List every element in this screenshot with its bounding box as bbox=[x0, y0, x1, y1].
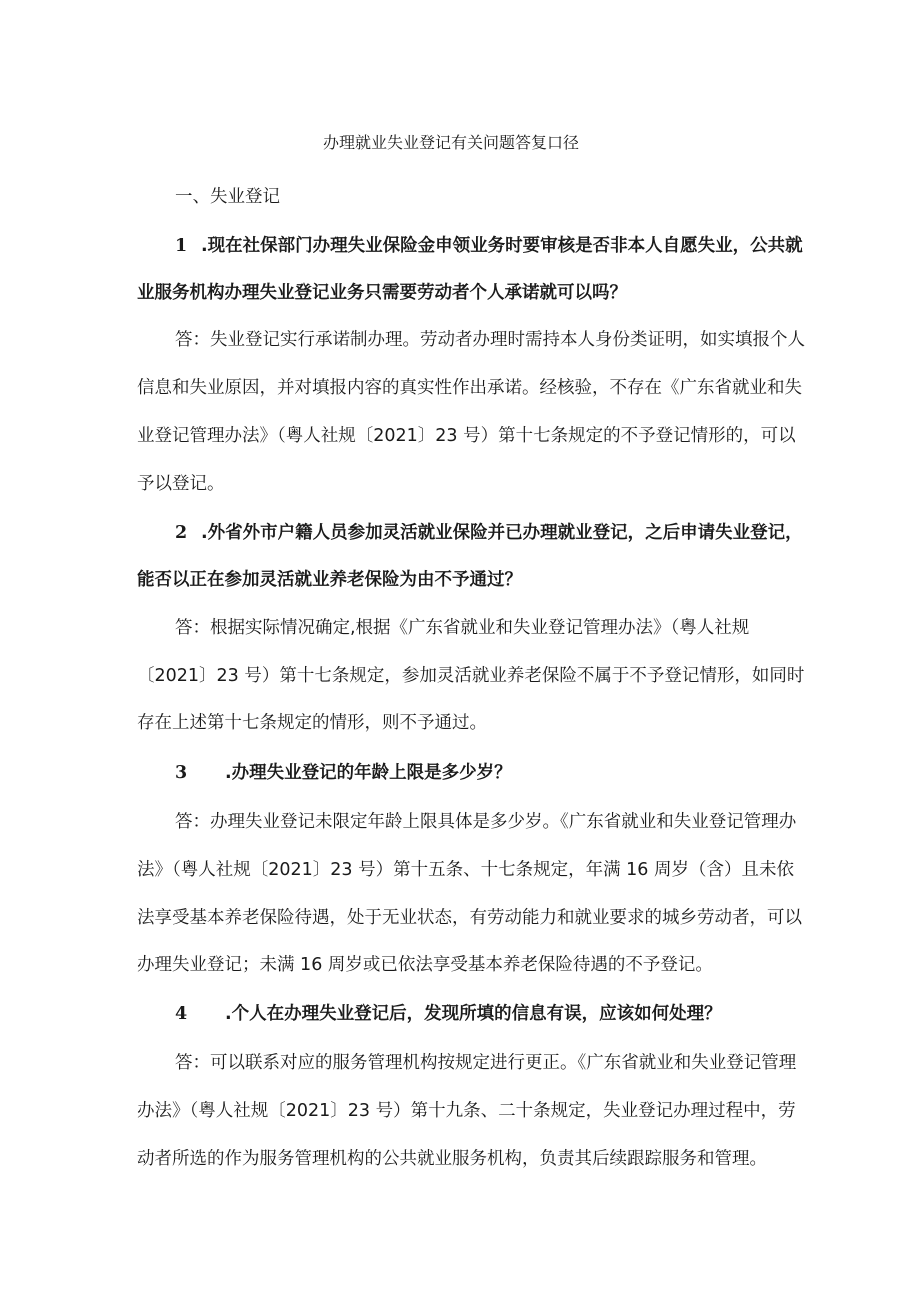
question-2-text-1: .外省外市户籍人员参加灵活就业保险并已办理就业登记，之后申请失业登记， bbox=[201, 523, 803, 543]
answer-3-line-4: 办理失业登记；未满 16 周岁或已依法享受基本养老保险待遇的不予登记。 bbox=[137, 955, 713, 975]
question-1-number: 1 bbox=[175, 236, 188, 256]
answer-3-line-1: 答：办理失业登记未限定年龄上限具体是多少岁。《广东省就业和失业登记管理办 bbox=[175, 812, 797, 832]
question-1-text-1: .现在社保部门办理失业保险金申领业务时要审核是否非本人自愿失业，公共就 bbox=[201, 236, 803, 256]
question-1-line-1 bbox=[175, 234, 803, 258]
answer-2-line-1: 答：根据实际情况确定,根据《广东省就业和失业登记管理办法》（粤人社规 bbox=[175, 618, 750, 638]
answer-4-line-2: 办法》（粤人社规〔2021〕23 号）第十九条、二十条规定，失业登记办理过程中，劳 bbox=[137, 1101, 796, 1121]
question-4-line-1 bbox=[175, 1002, 722, 1026]
answer-3-line-3: 法享受基本养老保险待遇，处于无业状态，有劳动能力和就业要求的城乡劳动者，可以 bbox=[137, 908, 802, 928]
question-3-text-1: .办理失业登记的年龄上限是多少岁？ bbox=[225, 763, 512, 783]
answer-4-line-1: 答：可以联系对应的服务管理机构按规定进行更正。《广东省就业和失业登记管理 bbox=[175, 1053, 797, 1073]
question-2-line-2: 能否以正在参加灵活就业养老保险为由不予通过？ bbox=[137, 570, 522, 590]
answer-1-line-1: 答：失业登记实行承诺制办理。劳动者办理时需持本人身份类证明，如实填报个人 bbox=[175, 330, 805, 350]
answer-1-line-4: 予以登记。 bbox=[137, 474, 225, 494]
answer-2-line-2: 〔2021〕23 号）第十七条规定，参加灵活就业养老保险不属于不予登记情形，如同时 bbox=[137, 666, 805, 686]
answer-3-line-2: 法》（粤人社规〔2021〕23 号）第十五条、十七条规定，年满 16 周岁（含）且未依 bbox=[137, 860, 795, 880]
section-heading: 一、失业登记 bbox=[175, 187, 280, 207]
question-4-text-1: .个人在办理失业登记后，发现所填的信息有误，应该如何处理？ bbox=[225, 1004, 722, 1024]
answer-1-line-2: 信息和失业原因，并对填报内容的真实性作出承诺。经核验，不存在《广东省就业和失 bbox=[137, 378, 802, 398]
page-title: 办理就业失业登记有关问题答复口径 bbox=[323, 133, 580, 152]
question-4-number: 4 bbox=[175, 1004, 188, 1024]
question-1-line-2: 业服务机构办理失业登记业务只需要劳动者个人承诺就可以吗？ bbox=[137, 283, 627, 303]
question-2-line-1 bbox=[175, 521, 803, 545]
question-3-number: 3 bbox=[175, 763, 188, 783]
answer-4-line-3: 动者所选的作为服务管理机构的公共就业服务机构，负责其后续跟踪服务和管理。 bbox=[137, 1149, 767, 1169]
answer-1-line-3: 业登记管理办法》（粤人社规〔2021〕23 号）第十七条规定的不予登记情形的，可以 bbox=[137, 426, 796, 446]
question-3-line-1 bbox=[175, 761, 512, 785]
question-2-number: 2 bbox=[175, 523, 188, 543]
answer-2-line-3: 存在上述第十七条规定的情形，则不予通过。 bbox=[137, 713, 487, 733]
